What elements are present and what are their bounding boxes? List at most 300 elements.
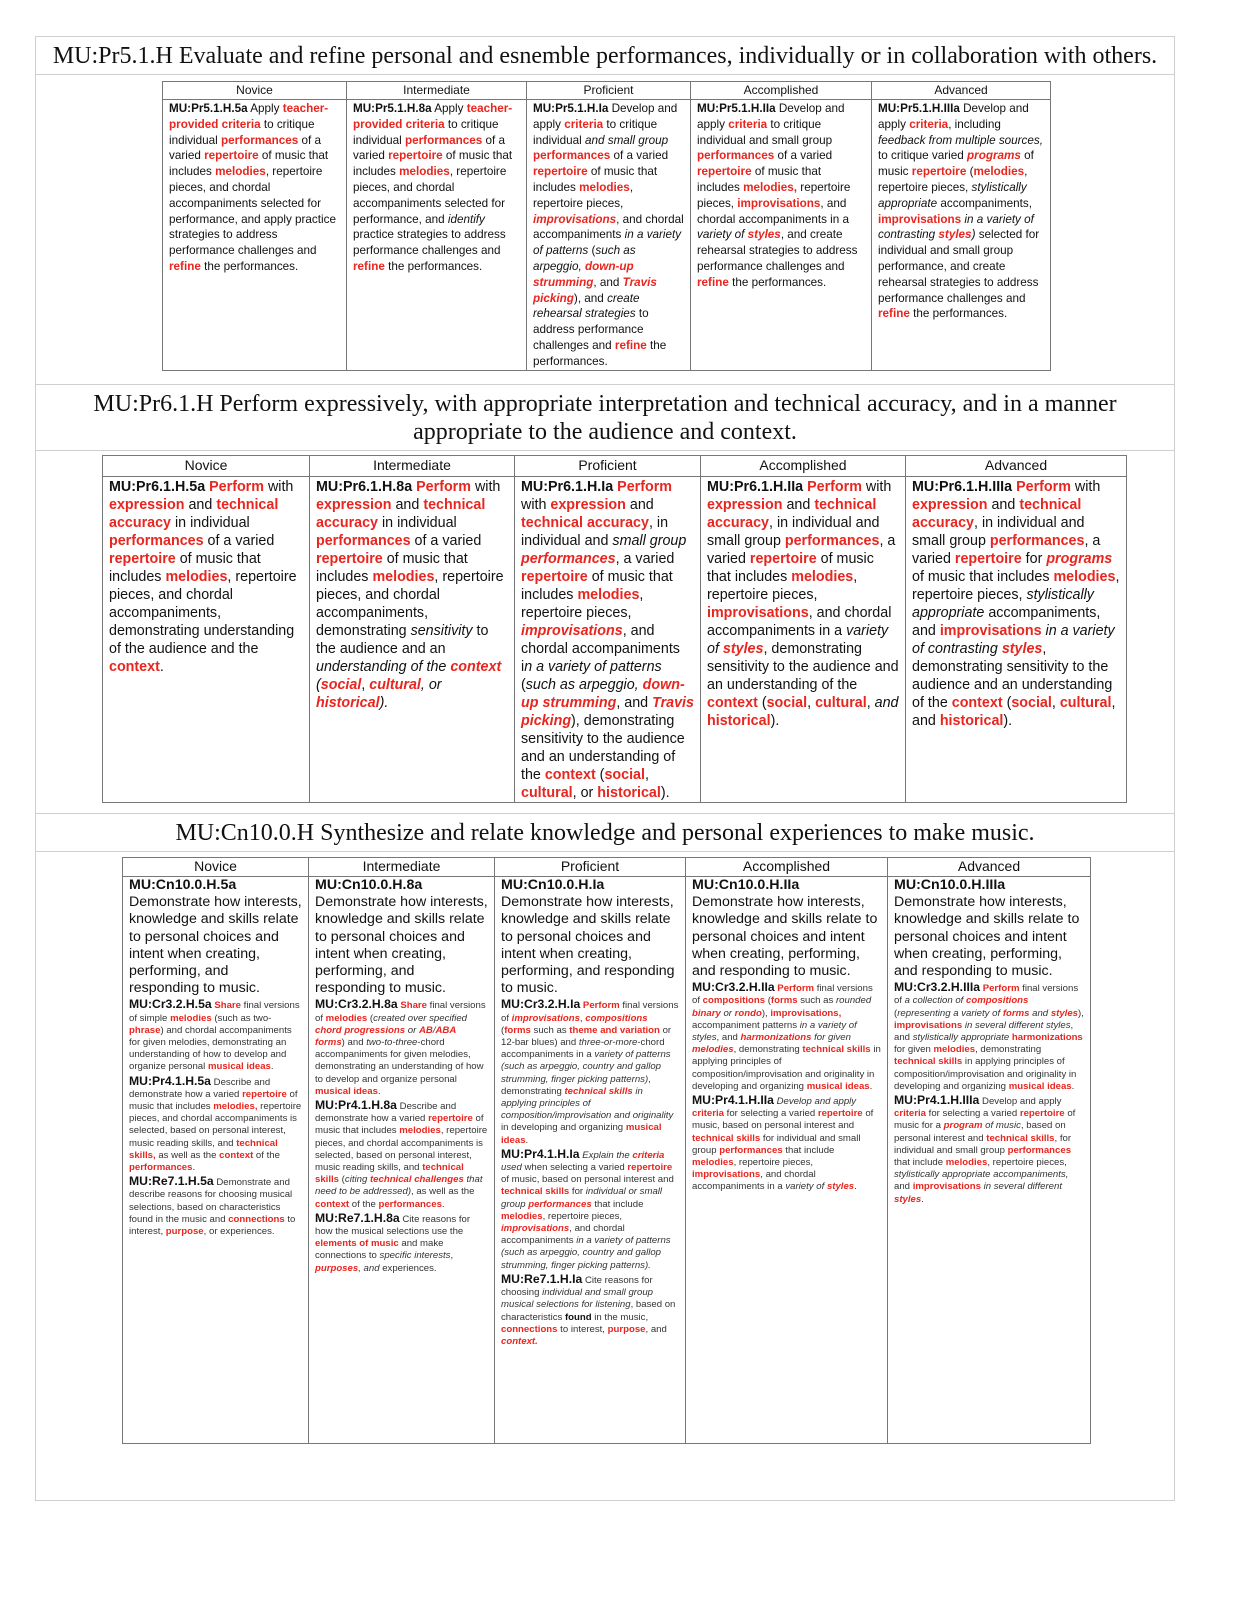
key-term: musical ideas	[207, 1061, 271, 1073]
standard-code: MU:Pr6.1.H.Ia	[521, 479, 614, 495]
key-term: performances	[378, 1198, 442, 1210]
key-term: improvisations	[521, 623, 623, 639]
text-run: such as	[530, 1024, 570, 1036]
key-term: expression	[912, 497, 988, 513]
text-run: , repertoire pieces,	[707, 569, 858, 603]
standard-code: MU:Cn10.0.H.Ia	[501, 877, 605, 893]
text-run: Demonstrate and describe reasons for choosing musical selections, based on characteristics found in the music and	[129, 1177, 293, 1225]
standard-cell-accomplished	[691, 100, 872, 371]
text-run: that need to be addressed)	[315, 1174, 483, 1198]
text-run: .	[159, 659, 164, 675]
text-run: variety of	[707, 623, 889, 657]
text-run: of music that includes	[169, 149, 329, 179]
key-term: theme and variation	[569, 1024, 660, 1036]
text-run: of music that includes	[521, 569, 673, 603]
text-run: to address performance challenges and	[533, 307, 649, 352]
text-run: sensitivity	[410, 623, 473, 639]
key-term: connections	[228, 1213, 285, 1225]
text-run: ,	[644, 767, 649, 783]
text-run: (	[894, 1007, 898, 1019]
key-term: binary	[692, 1007, 721, 1019]
text-run: created over specified	[373, 1012, 467, 1024]
key-term: styles	[938, 228, 972, 242]
key-term: technical skills,	[129, 1137, 278, 1161]
text-run: such as	[797, 995, 836, 1007]
key-term: repertoire	[1019, 1108, 1065, 1120]
key-term: repertoire	[911, 165, 967, 179]
key-term: repertoire	[954, 551, 1022, 567]
text-run: of a varied	[774, 149, 833, 163]
key-term: performances	[521, 551, 616, 567]
text-run: experiences.	[379, 1262, 437, 1274]
text-run: that include	[591, 1198, 644, 1210]
key-term: styles	[747, 228, 781, 242]
standard-cell-intermediate	[309, 877, 495, 1444]
key-term: Perform	[777, 983, 815, 995]
key-term: programs	[1046, 551, 1113, 567]
text-run: (	[595, 767, 605, 783]
key-term: melodies	[399, 1125, 441, 1137]
text-run: feedback from multiple sources,	[878, 133, 1043, 147]
text-run: and	[782, 497, 815, 513]
text-run: to critique individual	[533, 117, 658, 147]
text-run: ) and chordal accompaniments for given melodies, demonstrating an understanding of how to develop and organize personal	[129, 1024, 292, 1073]
text-run: of music that includes	[707, 551, 874, 585]
text-run: for individual and small group	[692, 1132, 861, 1156]
text-run: the performances.	[728, 275, 827, 289]
text-run: in applying principles of composition/improvisation and originality	[501, 1085, 674, 1122]
text-run: in developing and organizing	[501, 1122, 626, 1134]
text-run: Demonstrate how interests, knowledge and skills relate to personal choices and intent when creating, performing, and responding to music.	[315, 894, 488, 997]
key-term: styles	[722, 641, 764, 657]
text-run: Apply	[431, 102, 467, 115]
level-header-intermediate: Intermediate	[310, 456, 515, 477]
text-run: representing a variety of	[897, 1007, 1001, 1019]
text-run: and	[391, 497, 424, 513]
section-title-pr5: MU:Pr5.1.H Evaluate and refine personal and esnemble performances, individually or in collaboration with others.	[36, 37, 1174, 75]
table-header-row	[163, 82, 1051, 100]
key-term: technical skills	[564, 1085, 633, 1097]
text-run: rounded	[835, 995, 872, 1007]
text-run: and	[874, 695, 899, 711]
text-run: accompaniment patterns	[692, 1019, 800, 1031]
key-term: context	[219, 1149, 254, 1161]
anchor-standard-text	[129, 877, 302, 997]
key-term: refine	[697, 275, 729, 289]
key-term: technical accuracy	[316, 497, 486, 531]
text-run: Describe and demonstrate how a varied	[315, 1101, 457, 1125]
text-run: of a varied	[410, 533, 482, 549]
standard-code: MU:Cr3.2.H.IIIa	[894, 980, 981, 995]
key-term: repertoire	[204, 149, 259, 163]
key-term: context	[707, 695, 758, 711]
text-run: /	[432, 1024, 436, 1036]
standard-code: MU:Pr4.1.H.Ia	[501, 1146, 580, 1161]
text-run: n a variety of patterns	[524, 659, 662, 675]
text-run: a collection of	[904, 995, 964, 1007]
key-term: musical ideas	[501, 1122, 662, 1146]
text-run: Demonstrate how interests, knowledge and skills relate to personal choices and intent when creating, performing, and responding to music.	[129, 894, 302, 997]
standard-code: MU:Cr3.2.H.IIa	[692, 980, 775, 995]
table-header-row	[123, 858, 1091, 877]
text-run: .	[525, 1134, 529, 1146]
key-term: melodies,	[213, 1101, 258, 1113]
related-standards-text	[894, 980, 1084, 1206]
text-run: Develop and apply	[533, 102, 678, 131]
key-term: improvisations	[707, 605, 809, 621]
text-run: or	[720, 1007, 735, 1019]
text-run: Develop and apply	[697, 102, 845, 131]
text-run: in individual	[378, 515, 457, 531]
text-run: , a varied	[912, 533, 1101, 567]
text-run: of music that includes	[533, 165, 658, 194]
key-term: melodies	[579, 180, 630, 194]
text-run: Cite reasons for choosing	[501, 1274, 653, 1299]
text-run: of music that includes	[315, 1113, 484, 1137]
key-term: melodies,	[743, 180, 798, 194]
text-run: , for individual and small group	[894, 1132, 1072, 1156]
key-term: Perform	[1016, 479, 1071, 495]
text-run: ,	[807, 695, 816, 711]
key-term: social	[766, 695, 808, 711]
text-run: , or experiences.	[203, 1226, 275, 1238]
key-term: purposes	[315, 1262, 359, 1274]
key-term: repertoire	[627, 1162, 673, 1174]
text-run: , including	[948, 117, 1001, 131]
text-run: in a variety of patterns	[533, 228, 682, 258]
key-term: refine	[614, 338, 647, 352]
text-run: , in individual and small group	[912, 515, 1085, 549]
text-run: -chord accompaniments in a	[501, 1037, 665, 1061]
text-run: , demonstrating	[733, 1044, 803, 1056]
text-run: , repertoire pieces,	[878, 165, 1028, 194]
key-term: melodies	[215, 165, 266, 179]
text-run: with	[1070, 479, 1101, 495]
standard-cell-advanced	[872, 100, 1051, 371]
key-term: improvisations	[939, 623, 1042, 639]
text-run: accompaniments, and	[912, 605, 1101, 639]
key-term: repertoire	[817, 1108, 863, 1120]
text-run: ).	[379, 695, 389, 711]
text-run: two-to-three	[366, 1037, 418, 1049]
level-header-proficient: Proficient	[515, 456, 701, 477]
key-term: AB	[418, 1024, 433, 1036]
key-term: technical skills	[692, 1132, 761, 1144]
standard-code: MU:Pr5.1.H.IIa	[697, 102, 776, 115]
key-term: Perform	[209, 479, 264, 495]
text-run: found	[564, 1311, 592, 1323]
key-term: context.	[501, 1335, 538, 1347]
text-run: and make connections to	[315, 1238, 444, 1262]
text-run: , repertoire pieces, and chordal accompaniments selected for performance, and	[353, 165, 507, 226]
text-run: Demonstrate how interests, knowledge and skills relate to personal choices and intent when creating, performing, and responding to music.	[894, 894, 1080, 980]
text-run: the performances.	[909, 307, 1008, 321]
standard-cell-novice	[103, 477, 310, 803]
key-term: melodies	[372, 569, 435, 585]
text-run: , a varied	[707, 533, 896, 567]
standard-cell-advanced	[906, 477, 1127, 803]
table-row	[103, 477, 1127, 803]
text-run: repertoire pieces,	[697, 180, 851, 210]
text-run: for	[1021, 551, 1047, 567]
standard-code: MU:Cn10.0.H.IIa	[692, 877, 800, 893]
text-run: Develop and apply	[776, 1096, 857, 1108]
text-run: with	[470, 479, 501, 495]
text-run: final versions of	[692, 983, 873, 1007]
text-run: of a varied	[203, 533, 275, 549]
text-run: , based on characteristics	[501, 1299, 676, 1323]
key-term: technical skills	[802, 1044, 871, 1056]
key-term: melodies	[399, 165, 450, 179]
text-run: ,	[361, 677, 370, 693]
text-run: to critique individual and small group	[697, 117, 833, 147]
standard-cell-proficient	[527, 100, 691, 371]
text-run: ),	[761, 1007, 771, 1019]
standard-code: MU:Pr5.1.H.8a	[353, 102, 432, 115]
text-run: .	[1071, 1080, 1075, 1092]
key-term: performances	[129, 1162, 193, 1174]
text-run: ,	[866, 695, 875, 711]
text-run: to interest,	[557, 1323, 608, 1335]
text-run: such as arpeggio,	[533, 244, 636, 273]
key-term: performances	[1007, 1144, 1072, 1156]
key-term: melodies	[933, 1044, 976, 1056]
text-run: (	[521, 677, 526, 693]
standard-cell-proficient	[495, 877, 686, 1444]
text-run: of the	[349, 1198, 379, 1210]
text-run: identify	[447, 212, 485, 226]
related-standards-text	[315, 997, 488, 1274]
level-header-novice: Novice	[123, 858, 309, 877]
text-run: (	[765, 995, 771, 1007]
key-term: melodies	[791, 569, 854, 585]
text-run: in a variety of patterns (such as arpeggio, country and gallop strumming, finger picking patterns).	[501, 1235, 671, 1271]
key-term: down-up strumming	[533, 259, 634, 289]
text-run: stylistically appropriate	[912, 587, 1094, 621]
text-run: , as well as the	[411, 1186, 475, 1198]
text-run: and	[1029, 1007, 1051, 1019]
standard-code: MU:Pr6.1.H.IIa	[707, 479, 804, 495]
text-run: , and chordal accompaniments in a	[707, 605, 892, 639]
key-term: technical skills	[894, 1056, 963, 1068]
key-term: Perform	[416, 479, 471, 495]
key-term: rondo	[734, 1007, 762, 1019]
key-term: improvisations	[878, 212, 962, 226]
table-row	[163, 100, 1051, 371]
text-run: , and chordal accompaniments	[501, 1223, 625, 1247]
standard-cell-novice	[163, 100, 347, 371]
key-term: teacher-provided criteria	[353, 102, 513, 131]
anchor-standard-text	[315, 877, 488, 997]
level-header-accomplished: Accomplished	[686, 858, 888, 877]
text-run: , in individual and	[521, 515, 669, 549]
level-header-proficient: Proficient	[495, 858, 686, 877]
text-run: and	[625, 497, 654, 513]
key-term: refine	[878, 307, 910, 321]
text-run: .	[377, 1085, 381, 1097]
key-term: Perform	[617, 479, 672, 495]
standard-cell-accomplished	[701, 477, 906, 803]
text-run: , demonstrating sensitivity to the audience and an understanding of the	[707, 641, 899, 693]
text-run: and	[987, 497, 1020, 513]
text-run: citing	[344, 1174, 368, 1186]
text-run: individual or small group	[501, 1186, 663, 1210]
text-run: individual and small group musical selections for listening	[501, 1287, 654, 1311]
standards-table-pr5	[162, 81, 1051, 371]
key-term: cultural	[521, 785, 573, 801]
key-term: social	[320, 677, 362, 693]
text-run: )	[971, 228, 976, 242]
standard-code: MU:Re7.1.H.Ia	[501, 1271, 583, 1286]
key-term: purpose	[165, 1226, 204, 1238]
key-term: criteria	[692, 1108, 724, 1120]
standard-code: MU:Pr4.1.H.5a	[129, 1073, 211, 1088]
standard-code: MU:Pr4.1.H.IIIa	[894, 1093, 980, 1108]
standard-code: MU:Cr3.2.H.Ia	[501, 997, 581, 1012]
standards-document	[35, 36, 1175, 1501]
related-standards-text	[501, 997, 679, 1348]
key-term: styles	[894, 1193, 922, 1205]
text-run: Develop and apply	[979, 1096, 1062, 1108]
text-run: Demonstrate how interests, knowledge and skills relate to personal choices and intent when creating, performing, and responding to music.	[501, 894, 675, 997]
key-term: Travis picking	[533, 275, 657, 305]
key-term: repertoire	[388, 149, 443, 163]
text-run: of a varied	[610, 149, 669, 163]
text-run: as well as the	[155, 1149, 220, 1161]
text-run: , and create rehearsal strategies to address performance challenges and	[697, 228, 858, 273]
text-run: , repertoire pieces, and chordal accompaniments, demonstrating understanding of the audience and the	[109, 569, 297, 657]
text-run: , repertoire pieces,	[542, 1210, 623, 1222]
text-run: , and chordal accompaniments in a	[697, 196, 850, 226]
text-run: of a varied	[169, 133, 322, 163]
level-header-advanced: Advanced	[888, 858, 1091, 877]
key-term: refine	[169, 259, 201, 273]
standard-code: MU:Pr6.1.H.5a	[109, 479, 206, 495]
key-term: melodies	[325, 1012, 368, 1024]
key-term: social	[604, 767, 645, 783]
key-term: repertoire	[697, 165, 752, 179]
text-run: of music that includes	[912, 569, 1054, 585]
text-run: such as arpeggio,	[525, 677, 639, 693]
level-header-novice: Novice	[163, 82, 347, 100]
level-header-advanced: Advanced	[906, 456, 1127, 477]
text-run: of music that includes	[316, 551, 468, 585]
key-term: cultural	[369, 677, 421, 693]
text-run: of a varied	[353, 133, 506, 163]
text-run: (	[757, 695, 767, 711]
text-run: stylistically appropriate accompaniments,	[894, 1169, 1069, 1181]
key-term: performances	[719, 1144, 783, 1156]
key-term: repertoire	[242, 1088, 287, 1100]
text-run: (	[367, 1012, 374, 1024]
text-run: with	[521, 497, 551, 513]
key-term: improvisations	[533, 212, 617, 226]
standard-cell-proficient	[515, 477, 701, 803]
text-run: stylistically appropriate	[878, 180, 1027, 210]
key-term: Perform	[807, 479, 862, 495]
standard-cell-intermediate	[310, 477, 515, 803]
text-run: Demonstrate how interests, knowledge and skills relate to personal choices and intent when creating, performing, and responding to music.	[692, 894, 878, 980]
text-run: the performances.	[200, 259, 299, 273]
key-term: repertoire	[109, 551, 176, 567]
key-term: repertoire	[428, 1113, 473, 1125]
text-run: for given	[811, 1032, 851, 1044]
key-term: context	[951, 695, 1003, 711]
text-run: .	[921, 1193, 924, 1205]
text-run: Cite reasons for how the musical selections use the	[315, 1213, 471, 1238]
text-run: final versions of simple	[129, 1000, 300, 1024]
text-run: of music that includes	[129, 1088, 298, 1113]
key-term: improvisations	[511, 1012, 580, 1024]
text-run: or	[405, 1024, 419, 1036]
standard-code: MU:Pr5.1.H.5a	[169, 102, 248, 115]
key-term: repertoire	[316, 551, 383, 567]
text-run: in a variety of styles	[692, 1019, 857, 1044]
text-run: of the	[253, 1149, 280, 1161]
text-run: (	[1002, 695, 1012, 711]
key-term: performances	[528, 1198, 592, 1210]
key-term: programs	[967, 149, 1021, 163]
text-run: , in individual and small group	[707, 515, 880, 549]
text-run: in a variety of contrasting	[912, 623, 1115, 657]
key-term: expression	[109, 497, 185, 513]
text-run: , repertoire pieces,	[521, 587, 644, 621]
text-run: ), demonstrating sensitivity to the audience and an understanding of the	[521, 713, 685, 783]
text-run: , repertoire pieces,	[912, 569, 1120, 603]
level-header-intermediate: Intermediate	[347, 82, 527, 100]
text-run: ,	[579, 1012, 586, 1024]
key-term: technical accuracy	[912, 497, 1082, 531]
key-term: performances	[220, 133, 299, 147]
text-run: selected for individual and small group performance, and create rehearsal strategies to address performance challenges and	[878, 228, 1040, 305]
key-term: performances	[989, 533, 1085, 549]
key-term: criteria	[564, 117, 604, 131]
key-term: phrase	[129, 1024, 161, 1036]
text-run: , demonstrating	[501, 1073, 651, 1097]
text-run: to critique individual	[169, 117, 315, 147]
key-term: forms	[770, 995, 798, 1007]
key-term: technical skills	[315, 1162, 464, 1186]
key-term: context	[315, 1198, 350, 1210]
standard-code: MU:Cn10.0.H.8a	[315, 877, 423, 893]
anchor-standard-text	[692, 877, 881, 980]
key-term: Share	[400, 1000, 427, 1012]
key-term: technical accuracy	[109, 497, 279, 531]
text-run: to interest,	[129, 1213, 296, 1238]
key-term: performances	[316, 533, 411, 549]
key-term: technical accuracy	[707, 497, 877, 531]
text-run: and small group	[584, 133, 669, 147]
text-run: final versions of	[501, 1000, 679, 1024]
standard-code: MU:Re7.1.H.5a	[129, 1174, 214, 1189]
key-term: melodies	[945, 1157, 988, 1169]
text-run: and	[184, 497, 217, 513]
text-run: (	[316, 677, 321, 693]
text-run: , and	[645, 1323, 667, 1335]
text-run: used	[501, 1162, 522, 1174]
level-header-accomplished: Accomplished	[701, 456, 906, 477]
text-run: for selecting a varied	[926, 1108, 1020, 1120]
text-run: .	[441, 1198, 445, 1210]
text-run: , and	[616, 695, 653, 711]
text-run: (such as two-	[211, 1012, 272, 1024]
text-run: , repertoire pieces, and chordal accompaniments, demonstrating	[316, 569, 504, 639]
key-term: technical skills	[986, 1132, 1055, 1144]
text-run: of music	[982, 1120, 1021, 1132]
key-term: elements of music	[315, 1238, 399, 1250]
standard-code: MU:Pr6.1.H.8a	[316, 479, 413, 495]
key-term: repertoire	[521, 569, 588, 585]
